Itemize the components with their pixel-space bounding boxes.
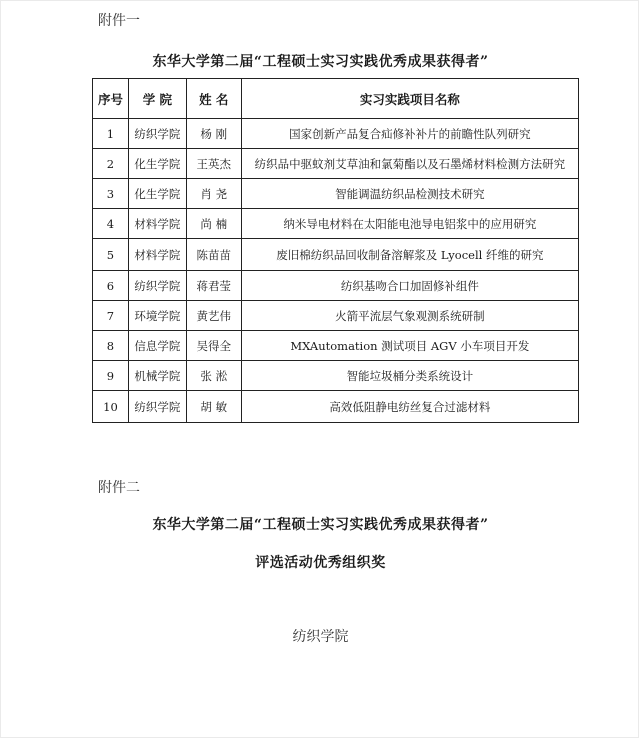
row-project: 智能垃圾桶分类系统设计 <box>241 361 578 391</box>
row-project: 国家创新产品复合疝修补补片的前瞻性队列研究 <box>241 119 578 149</box>
table-row <box>93 239 579 271</box>
row-name: 肖 尧 <box>186 179 241 209</box>
row-project: MXAutomation 测试项目 AGV 小车项目开发 <box>241 331 578 361</box>
attachment-two-subtitle: 评选活动优秀组织奖 <box>255 555 386 571</box>
row-project: 纺织品中驱蚊剂艾草油和氯菊酯以及石墨烯材料检测方法研究 <box>241 149 578 179</box>
attachment-two-label: 附件二 <box>98 480 140 496</box>
table-row <box>93 271 579 301</box>
row-name: 黄艺伟 <box>186 301 241 331</box>
header-college: 学 院 <box>128 79 186 119</box>
header-project: 实习实践项目名称 <box>241 79 578 119</box>
row-name: 蒋君莹 <box>186 271 241 301</box>
table-header-row <box>93 79 579 119</box>
table-row <box>93 391 579 423</box>
row-name: 张 淞 <box>186 361 241 391</box>
row-college: 化生学院 <box>128 149 186 179</box>
header-name: 姓 名 <box>186 79 241 119</box>
attachment-one-title: 东华大学第二届“工程硕士实习实践优秀成果获得者” <box>152 54 489 70</box>
row-name: 王英杰 <box>186 149 241 179</box>
row-number: 5 <box>93 239 129 271</box>
awards-table <box>92 78 579 423</box>
header-number: 序号 <box>93 79 129 119</box>
row-college: 材料学院 <box>128 239 186 271</box>
table-row <box>93 361 579 391</box>
row-college: 环境学院 <box>128 301 186 331</box>
row-number: 9 <box>93 361 129 391</box>
table-row <box>93 331 579 361</box>
row-project: 智能调温纺织品检测技术研究 <box>241 179 578 209</box>
table-row <box>93 179 579 209</box>
row-college: 化生学院 <box>128 179 186 209</box>
table-row <box>93 209 579 239</box>
attachment-two-title: 东华大学第二届“工程硕士实习实践优秀成果获得者” <box>152 517 489 533</box>
row-number: 7 <box>93 301 129 331</box>
table-row <box>93 149 579 179</box>
row-number: 6 <box>93 271 129 301</box>
table-row <box>93 301 579 331</box>
row-number: 8 <box>93 331 129 361</box>
row-name: 尚 楠 <box>186 209 241 239</box>
table-row <box>93 119 579 149</box>
row-name: 胡 敏 <box>186 391 241 423</box>
row-project: 纺织基吻合口加固修补组件 <box>241 271 578 301</box>
row-college: 纺织学院 <box>128 391 186 423</box>
row-college: 机械学院 <box>128 361 186 391</box>
award-winner-college: 纺织学院 <box>292 629 349 645</box>
row-college: 材料学院 <box>128 209 186 239</box>
row-project: 火箭平流层气象观测系统研制 <box>241 301 578 331</box>
row-college: 纺织学院 <box>128 119 186 149</box>
row-project: 纳米导电材料在太阳能电池导电铝浆中的应用研究 <box>241 209 578 239</box>
row-number: 10 <box>93 391 129 423</box>
row-name: 陈苗苗 <box>186 239 241 271</box>
row-number: 1 <box>93 119 129 149</box>
row-name: 杨 刚 <box>186 119 241 149</box>
row-number: 3 <box>93 179 129 209</box>
row-project: 废旧棉纺织品回收制备溶解浆及 Lyocell 纤维的研究 <box>241 239 578 271</box>
row-college: 信息学院 <box>128 331 186 361</box>
row-college: 纺织学院 <box>128 271 186 301</box>
row-project: 高效低阻静电纺丝复合过滤材料 <box>241 391 578 423</box>
attachment-one-label: 附件一 <box>98 13 140 29</box>
row-number: 4 <box>93 209 129 239</box>
row-name: 吴得全 <box>186 331 241 361</box>
row-number: 2 <box>93 149 129 179</box>
